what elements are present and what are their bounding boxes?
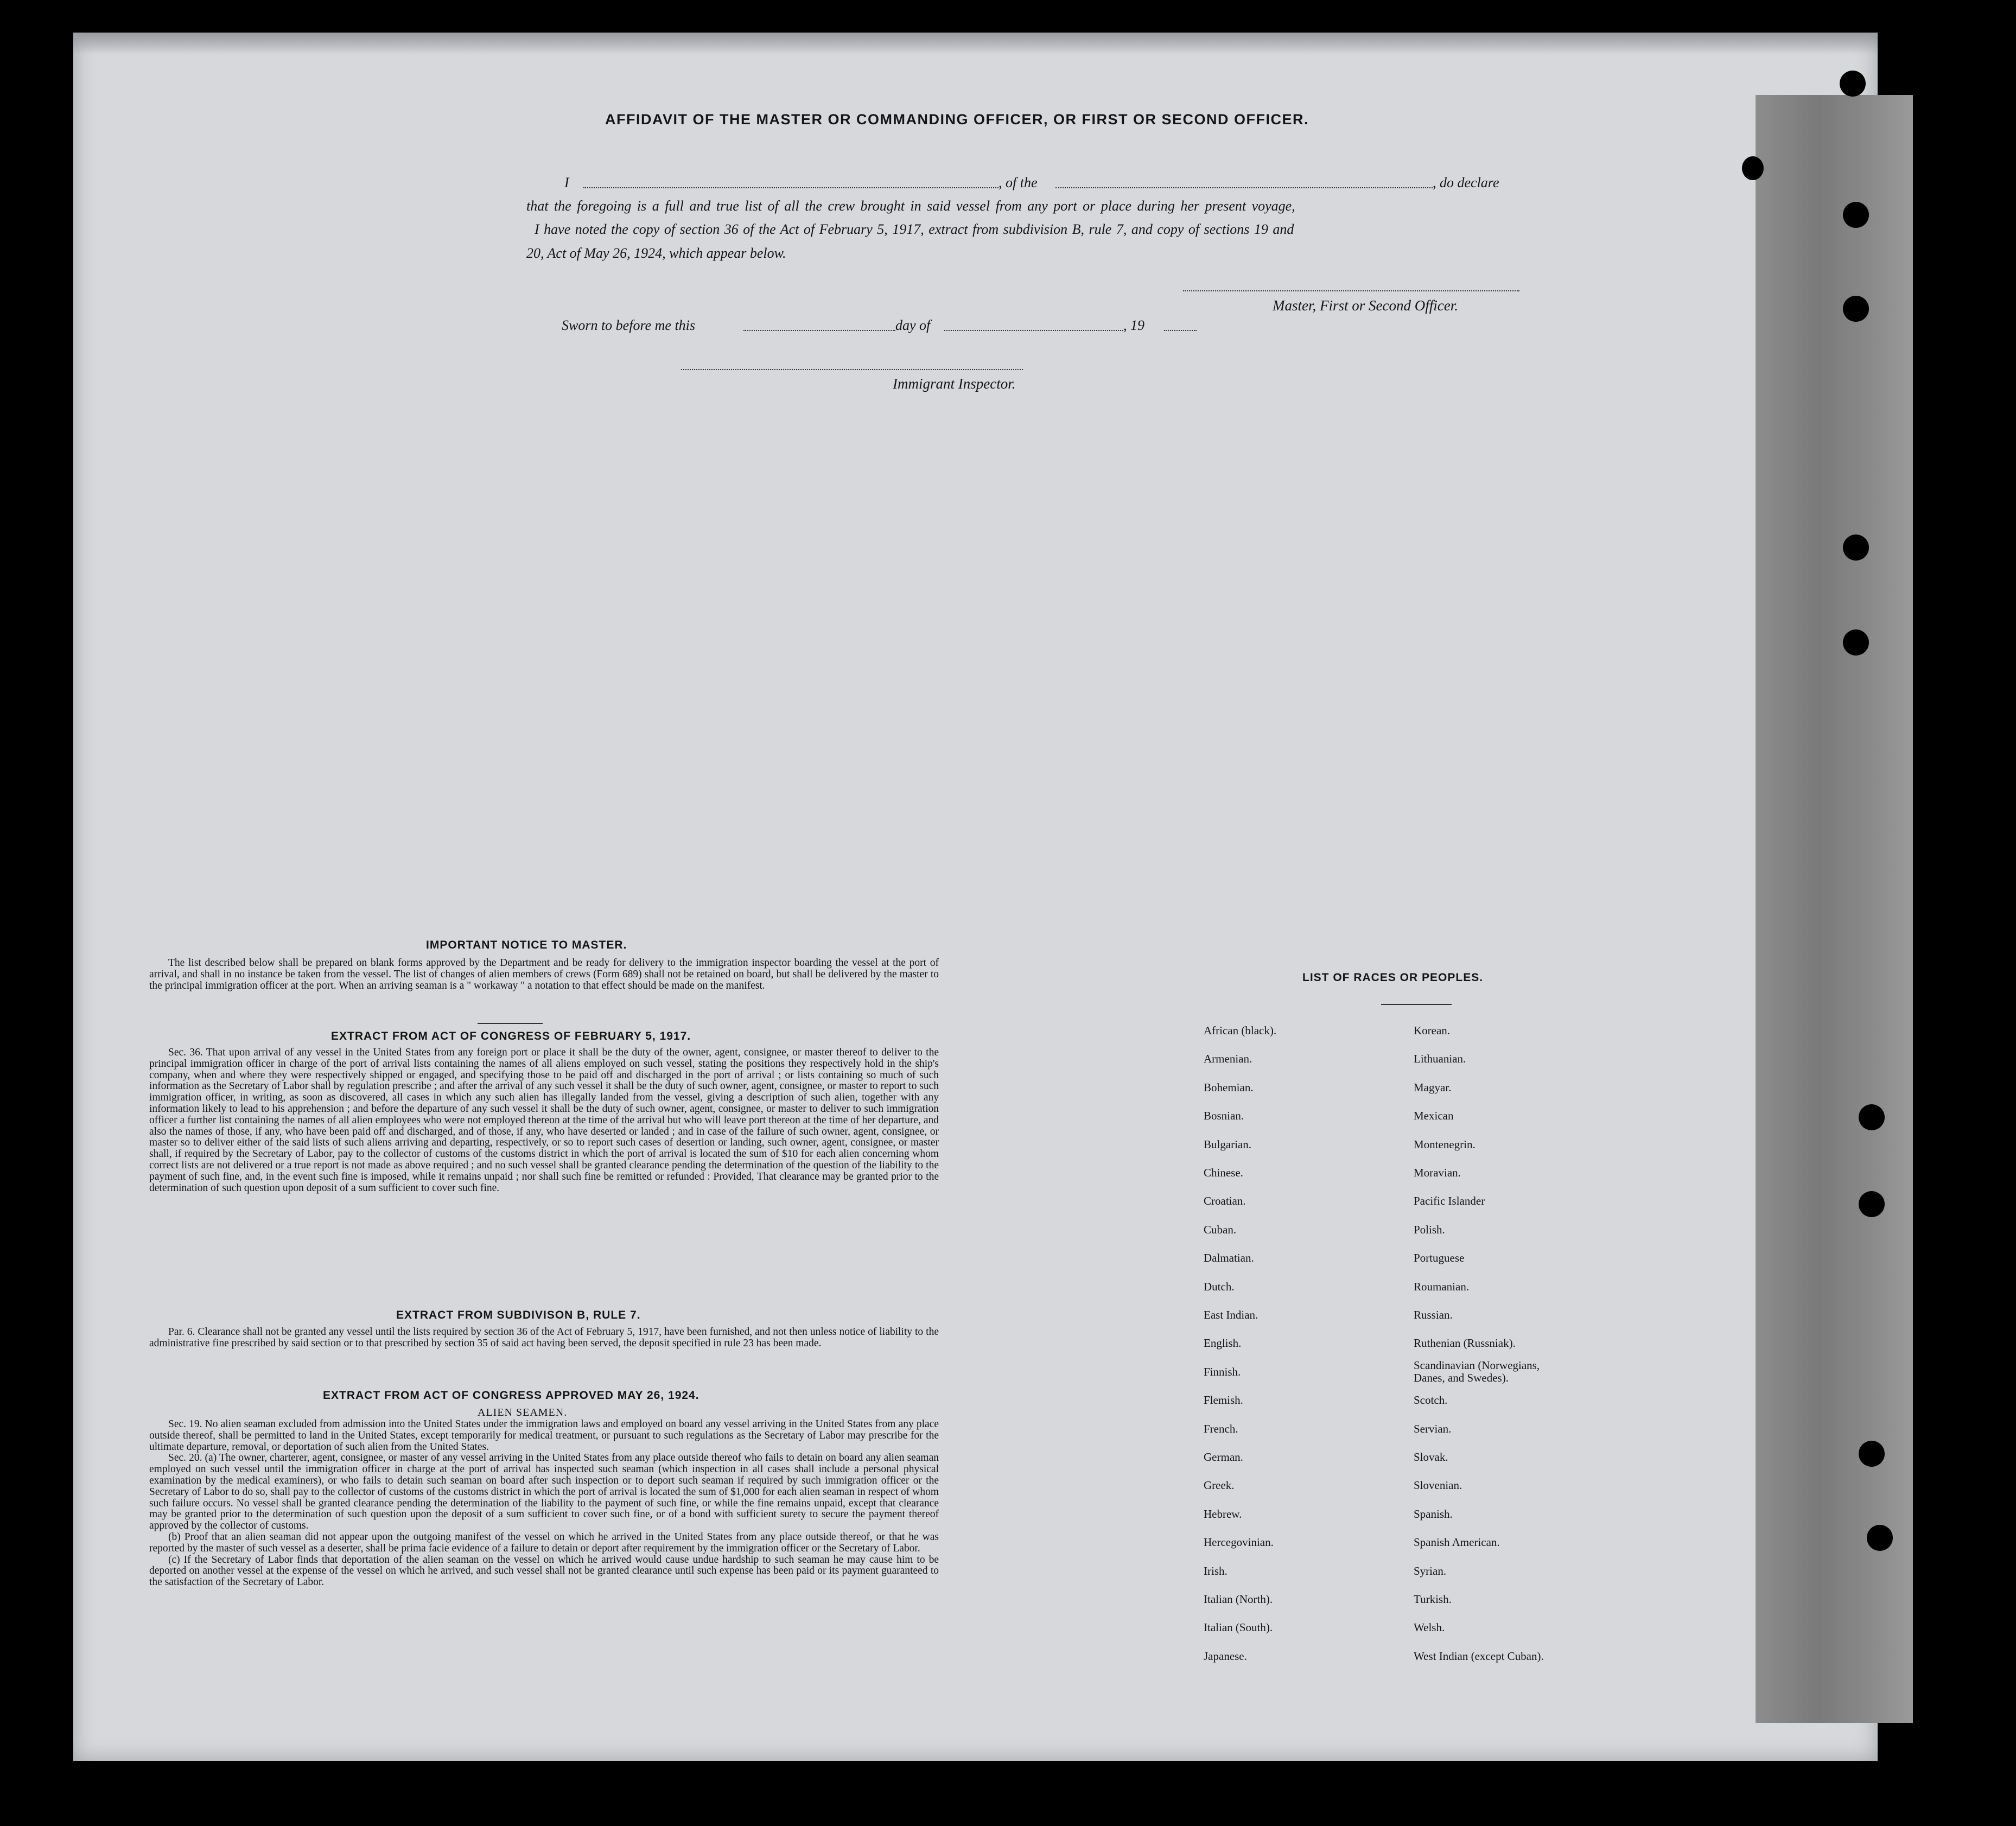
race-item: Flemish.: [1204, 1394, 1243, 1407]
race-item: German.: [1204, 1450, 1243, 1464]
race-item: Chinese.: [1204, 1166, 1243, 1179]
race-item: Hercegovinian.: [1204, 1536, 1274, 1549]
race-item: Montenegrin.: [1414, 1137, 1476, 1151]
race-item: East Indian.: [1204, 1308, 1258, 1321]
sec19-paragraph: Sec. 19. No alien seaman excluded from admission into the United States under the immigration laws and employed on board any vessel arriving in the United States from any place outside thereof, shall be permitted to land in the United States, except temporarily for medical treatment, or pursuant to such regulations as the Secretary of Labor may prescribe for the ultimate departure, removal, or deportation of such alien from the United States.: [149, 1418, 939, 1453]
extract3-subtitle: ALIEN SEAMEN.: [478, 1407, 568, 1418]
extract1-title: EXTRACT FROM ACT OF CONGRESS OF FEBRUARY 5, 1917.: [331, 1030, 691, 1042]
affidavit-i: I: [564, 175, 569, 190]
extract2-title: EXTRACT FROM SUBDIVISON B, RULE 7.: [396, 1309, 641, 1321]
punch-hole: [1859, 1191, 1885, 1217]
affidavit-of-the: , of the: [999, 175, 1038, 190]
sworn-prefix: Sworn to before me this: [562, 317, 696, 333]
inspector-label: Immigrant Inspector.: [893, 376, 1016, 392]
affidavit-line-2: that the foregoing is a full and true list of all the crew brought in said vessel from any port or place during her present voyage,: [526, 198, 1295, 214]
punch-hole: [1867, 1525, 1893, 1551]
affidavit-declare: , do declare: [1433, 175, 1499, 190]
race-item: Irish.: [1204, 1564, 1228, 1577]
notice-text: [149, 958, 939, 991]
sec20a-paragraph: Sec. 20. (a) The owner, charterer, agent, consignee, or master of any vessel arriving in the United States from any place outside thereof who fails to detain on board any alien seaman employed on such vessel until the immigration officer in charge at the port of arrival has inspected such seaman (which inspection in all cases shall include a personal physical examination by the medical examiners), or who fails to detain such seaman on board after such inspection or to deport such seaman if required by such immigration officer or the Secretary of Labor to do so, shall pay to the collector of customs of the customs district in which the port of arrival is located the sum of $1,000 for each alien seaman in respect of whom such failure occurs. No vessel shall be granted clearance pending the determination of the liability to the payment of such fine, or while the fine remains unpaid, except that clearance may be granted prior to the determination of such question upon the deposit of a sum sufficient to cover such fine, or of a bond with sufficient surety to secure the payment thereof approved by the collector of customs.: [149, 1452, 939, 1532]
race-item: Dalmatian.: [1204, 1251, 1254, 1265]
affidavit-line-4: 20, Act of May 26, 1924, which appear below.: [526, 245, 786, 261]
race-item: Bohemian.: [1204, 1080, 1254, 1094]
punch-hole: [1859, 1104, 1885, 1130]
notice-paragraph: The list described below shall be prepared on blank forms approved by the Department and be ready for delivery to the immigration inspector boarding the vessel at the port of arrival, and shall in no instance be taken from the vessel. The list of changes of alien members of crews (Form 689) shall not be retained on board, but shall be delivered by the master to the principal immigration officer at the port. When an arriving seaman is a " workaway " a notation to that effect should be made on the manifest.: [149, 957, 939, 991]
race-item: Turkish.: [1414, 1593, 1452, 1606]
punch-hole: [1859, 1441, 1885, 1467]
affidavit-title: AFFIDAVIT OF THE MASTER OR COMMANDING OFFICER, OR FIRST OR SECOND OFFICER.: [605, 111, 1309, 128]
race-item: Scotch.: [1414, 1394, 1448, 1407]
master-signature-line: [1183, 290, 1519, 291]
race-item: Croatian.: [1204, 1194, 1246, 1208]
race-item: Japanese.: [1204, 1649, 1247, 1663]
race-item: Italian (South).: [1204, 1621, 1273, 1634]
punch-hole: [1840, 71, 1866, 97]
extract3-title: EXTRACT FROM ACT OF CONGRESS APPROVED MAY 26, 1924.: [323, 1389, 699, 1402]
race-item: Ruthenian (Russniak).: [1414, 1337, 1516, 1350]
sworn-day-blank: [743, 330, 895, 331]
race-item: Polish.: [1414, 1223, 1445, 1236]
race-item: Bulgarian.: [1204, 1137, 1252, 1151]
race-item: Spanish American.: [1414, 1536, 1500, 1549]
races-title: LIST OF RACES OR PEOPLES.: [1302, 971, 1484, 984]
race-item: Spanish.: [1414, 1507, 1453, 1520]
race-item: Cuban.: [1204, 1223, 1237, 1236]
extract2-text: [149, 1327, 939, 1350]
notice-title: IMPORTANT NOTICE TO MASTER.: [426, 939, 627, 951]
race-item: Italian (North).: [1204, 1593, 1273, 1606]
punch-hole: [1843, 535, 1869, 561]
race-item: Servian.: [1414, 1422, 1452, 1435]
sworn-year-blank: [1164, 330, 1197, 331]
race-item: French.: [1204, 1422, 1238, 1435]
extract2-paragraph: Par. 6. Clearance shall not be granted any vessel until the lists required by section 36 of the Act of February 5, 1917, have been furnished, and not then unless notice of liability to the administrative fine prescribed by said section or to that prescribed by section 35 of said act having been served, the deposit specified in rule 23 has been made.: [149, 1326, 939, 1349]
race-item: Slovenian.: [1414, 1479, 1462, 1492]
extract1-text: [149, 1047, 939, 1194]
race-item: Magyar.: [1414, 1080, 1452, 1094]
affidavit-line-3: I have noted the copy of section 36 of the Act of February 5, 1917, extract from subdivision B, rule 7, and copy of sections 19 and: [535, 221, 1294, 237]
punch-hole: [1843, 629, 1869, 656]
vessel-blank: [1055, 187, 1433, 188]
punch-hole: [1843, 202, 1869, 228]
race-item: Bosnian.: [1204, 1109, 1244, 1123]
sec20b-paragraph: (b) Proof that an alien seaman did not appear upon the outgoing manifest of the vessel on which he arrived in the United States from any place outside thereof, or that he was reported by the master of such vessel as a deserter, shall be prima facie evidence of a failure to detain or deport after requirement by the immigration officer or the Secretary of Labor.: [149, 1531, 939, 1554]
race-item: Portuguese: [1414, 1251, 1465, 1265]
race-item: English.: [1204, 1337, 1242, 1350]
race-item: Russian.: [1414, 1308, 1453, 1321]
race-item: Moravian.: [1414, 1166, 1461, 1179]
inspector-signature-line: [681, 369, 1023, 370]
race-item: Dutch.: [1204, 1280, 1235, 1293]
extract1-paragraph: Sec. 36. That upon arrival of any vessel in the United States from any foreign port or place it shall be the duty of the owner, agent, consignee, or master thereof to deliver to the principal immigration officer in charge of the port of arrival lists containing the names of all aliens employed on such vessel, stating the positions they respectively hold in the ship's company, when and where they were respectively shipped or engaged, and specifying those to be paid off and discharged in the port of arrival ; or lists containing so much of such information as the Secretary of Labor shall by regulation prescribe ; and after the arrival of any such vessel it shall be the duty of such owner, agent, consignee, or master to report to such immigration officer, in writing, as soon as discovered, all cases in which any such alien has illegally landed from the vessel, giving a description of such alien, together with any information likely to lead to his apprehension ; and before the departure of any such vessel it shall be the duty of such owner, agent, consignee, or master to deliver to such immigration officer a further list containing the names of all alien employees who were not employed thereon at the time of the arrival but who will leave port thereon at the time of her departure, and also the names of those, if any, who have been paid off and discharged, and of those, if any, who have deserted or landed ; and in case of the failure of such owner, agent, consignee, or master so to deliver either of the said lists of such aliens arriving and departing, respectively, or so to report such cases of desertion or landing, such owner, agent, consignee, or master shall, if required by the Secretary of Labor, pay to the collector of customs of the customs district in which the port of arrival is located the sum of $10 for each alien concerning whom correct lists are not delivered or a true report is not made as above required ; and no such vessel shall be granted clearance pending the determination of the question of the liability to the payment of such fine, and, in the event such fine is imposed, while it remains unpaid ; nor shall such fine be remitted or refunded : Provided, That clearance may be granted prior to the determination of such question upon deposit of a sum sufficient to cover such fine.: [149, 1047, 939, 1194]
race-item: Hebrew.: [1204, 1507, 1242, 1520]
race-item: Lithuanian.: [1414, 1052, 1466, 1066]
sec20c-paragraph: (c) If the Secretary of Labor finds that deportation of the alien seaman on the vessel on which he arrived would cause undue hardship to such seaman he may cause him to be deported on another vessel at the expense of the vessel on which he arrived, and such vessel shall not be granted clearance until such expense has been paid or its payment guaranteed to the satisfaction of the Secretary of Labor.: [149, 1554, 939, 1588]
extract3-text: [149, 1419, 939, 1588]
sworn-month-blank: [944, 330, 1123, 331]
race-item: Slovak.: [1414, 1450, 1448, 1464]
race-item: Scandinavian (Norwegians,: [1414, 1358, 1540, 1372]
race-item: Finnish.: [1204, 1365, 1241, 1378]
race-item: Greek.: [1204, 1479, 1235, 1492]
sworn-year: , 19: [1123, 317, 1144, 333]
race-item: Pacific Islander: [1414, 1194, 1485, 1208]
name-blank: [583, 187, 999, 188]
master-signature-label: Master, First or Second Officer.: [1273, 297, 1458, 314]
race-item: Mexican: [1414, 1109, 1454, 1123]
race-item: Armenian.: [1204, 1052, 1252, 1066]
punch-hole: [1742, 156, 1764, 180]
race-item: African (black).: [1204, 1024, 1277, 1037]
race-item: West Indian (except Cuban).: [1414, 1649, 1544, 1663]
sworn-day-of: day of: [895, 317, 931, 333]
race-item-continuation: Danes, and Swedes).: [1414, 1371, 1509, 1384]
race-item: Korean.: [1414, 1024, 1451, 1037]
race-item: Welsh.: [1414, 1621, 1445, 1634]
race-item: Roumanian.: [1414, 1280, 1470, 1293]
punch-hole: [1843, 296, 1869, 322]
divider: [478, 1023, 543, 1024]
race-item: Syrian.: [1414, 1564, 1447, 1577]
page-top-edge: [73, 33, 1878, 54]
binding-strip: [1756, 95, 1913, 1723]
divider: [1381, 1004, 1452, 1005]
